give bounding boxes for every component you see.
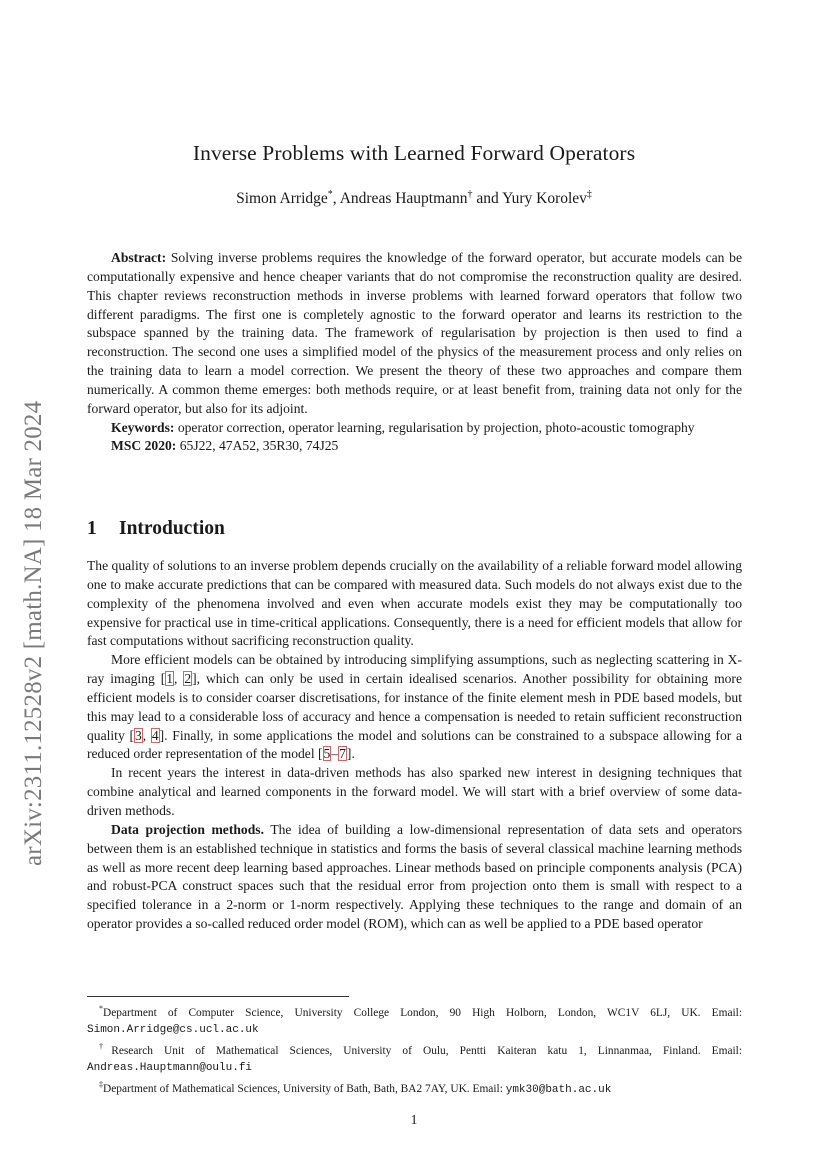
paragraph-heading: Data projection methods. <box>111 821 264 837</box>
section-title: Introduction <box>119 518 225 539</box>
paragraph-text: More efficient models can be obtained by introducing simplifying assumptions, such as neglecting scattering in X-ray imaging [ <box>87 652 742 687</box>
footnote-mark: * <box>99 1004 103 1013</box>
citation-link[interactable]: 5 <box>323 746 331 762</box>
abstract-text: Solving inverse problems requires the knowledge of the forward operator, but accurate models can be computationally expensive and hence cheaper variants that do not compromise the reconstruction quality are desired. This chapter reviews reconstruction methods in inverse problems with learned forward operators that follow two different paradigms. The first one is completely agnostic to the forward operator and learns its restriction to the subspace spanned by the training data. The framework of regularisation by projection is then used to find a reconstruction. The second one uses a simplified model of the physics of the measurement process and only relies on the training data to learn a model correction. We present the theory of these two approaches and compare them numerically. A common theme emerges: both methods require, or at least benefit from, training data not only for the forward operator, but also for its adjoint. <box>87 250 742 416</box>
author-name: Yury Korolev <box>502 190 587 208</box>
paragraph-text: ], which can only be used in certain idealised scenarios. Another possibility for obtaining more efficient models is to consider coarser discretisations, for instance of the finite element mesh in PDE based models, but this may lead to a considerable loss of accuracy and hence a compensation is needed to retain sufficient reconstruction quality [ <box>87 671 742 743</box>
footnote <box>87 1077 742 1098</box>
footnote-rule <box>87 996 349 997</box>
citation-link[interactable]: 3 <box>134 727 142 743</box>
author-name: Simon Arridge <box>236 190 328 208</box>
email-link[interactable]: Andreas.Hauptmann@oulu.fi <box>87 1061 253 1074</box>
paragraph-text: ]. <box>346 746 355 762</box>
author-name: Andreas Hauptmann <box>339 190 468 208</box>
paragraph-text: The idea of building a low-dimensional representation of data sets and operators between them is an established technique in statistics and forms the basis of several classical machine learning methods as well as more recent deep learning based approaches. Linear methods based on principle components analysis (PCA) and robust-PCA construct spaces such that the residual error from projection onto them is small with respect to a specified tolerance in a 2-norm or 1-norm respectively. Applying these techniques to the range and domain of an operator provides a so-called reduced order model (ROM), which can as well be applied to a PDE based operator <box>87 821 743 932</box>
intro-paragraph-1: The quality of solutions to an inverse problem depends crucially on the availability of a reliable forward model allowing one to make accurate predictions that can be compared with measured data. Such models do not always exist due to the complexity of the phenomena involved and even when accurate models exist they may be computationally too expensive for practical use in time-critical applications. Consequently, there is a need for efficient models that allow for fast computations without sacrificing reconstruction quality. <box>87 558 742 649</box>
intro-paragraph-3: In recent years the interest in data-driven methods has also sparked new interest in designing techniques that combine analytical and learned components in the forward model. We will start with a brief overview of some data-driven methods. <box>87 765 742 818</box>
abstract-block <box>87 249 742 456</box>
page-number: 1 <box>410 1112 418 1127</box>
footnote <box>87 1039 742 1076</box>
footnotes <box>87 1001 742 1098</box>
footnote-text: Department of Computer Science, University College London, 90 High Holborn, London, WC1V 6LJ, UK. Email: <box>103 1006 742 1019</box>
msc-paragraph <box>87 437 742 456</box>
intro-paragraph-2 <box>87 651 742 764</box>
abstract-label: Abstract: <box>111 250 167 265</box>
msc-text: 65J22, 47A52, 35R30, 74J25 <box>176 438 339 454</box>
citation-link[interactable]: 4 <box>151 727 159 743</box>
author-separator: , <box>332 190 340 208</box>
footnote-mark: † <box>99 1041 112 1051</box>
footnote-mark[interactable]: † <box>467 189 473 200</box>
footnote-mark[interactable]: ‡ <box>586 189 592 200</box>
abstract-paragraph <box>87 249 742 419</box>
footnote-text: Department of Mathematical Sciences, University of Bath, Bath, BA2 7AY, UK. Email: <box>103 1082 506 1095</box>
keywords-text: operator correction, operator learning, regularisation by projection, photo-acoustic tomography <box>174 419 695 435</box>
author-separator: and <box>472 190 503 208</box>
citation-separator: , <box>142 727 151 743</box>
paper-title: Inverse Problems with Learned Forward Operators <box>192 141 636 165</box>
keywords-paragraph <box>87 419 742 438</box>
citation-link[interactable]: 2 <box>184 671 192 687</box>
author-list <box>0 189 828 208</box>
email-link[interactable]: ymk30@bath.ac.uk <box>505 1083 612 1096</box>
footnote-text: Research Unit of Mathematical Sciences, University of Oulu, Pentti Kaiteran katu 1, Linnanmaa, Finland. Email: <box>111 1044 743 1057</box>
footnote-mark[interactable]: * <box>327 189 333 200</box>
email-link[interactable]: Simon.Arridge@cs.ucl.ac.uk <box>87 1023 259 1036</box>
arxiv-identifier: arXiv:2311.12528v2 [math.NA] 18 Mar 2024 <box>20 400 47 866</box>
footnote-mark: ‡ <box>99 1079 103 1089</box>
section-heading <box>87 518 225 540</box>
paragraph-text: ]. Finally, in some applications the model and solutions can be constrained to a subspace allowing for a reduced order representation of the model [ <box>87 727 743 762</box>
citation-link[interactable]: 7 <box>339 746 346 762</box>
citation-link[interactable]: 1 <box>166 671 174 687</box>
citation-separator: – <box>331 746 339 762</box>
keywords-label: Keywords: <box>111 419 175 435</box>
msc-label: MSC 2020: <box>111 438 177 454</box>
introduction-body <box>87 557 742 934</box>
footnote <box>87 1001 742 1038</box>
section-number: 1 <box>87 518 97 539</box>
intro-paragraph-4 <box>87 821 742 934</box>
citation-separator: , <box>174 671 184 687</box>
